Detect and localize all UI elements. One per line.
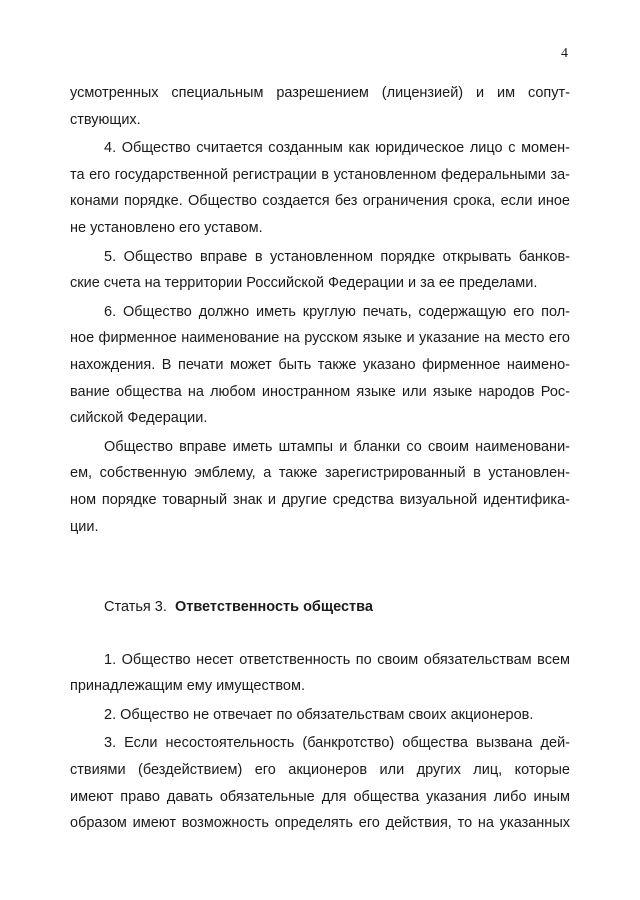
text-line: сийской Федерации. — [70, 410, 208, 427]
text-line: ное фирменное наименование на русском языке и указание на место его — [70, 330, 570, 347]
document-body — [70, 80, 570, 837]
article3-item-1 — [70, 647, 570, 700]
text-line: 3. Если несостоятельность (банкротство) общества вызвана дей- — [104, 735, 570, 752]
text-line: 2. Общество не отвечает по обязательствам своих акционеров. — [104, 706, 534, 723]
text-line: 1. Общество несет ответственность по своим обязательствам всем — [104, 651, 570, 668]
page-number: 4 — [561, 46, 568, 61]
text-line: ном порядке товарный знак и другие средства визуальной идентифика- — [70, 491, 570, 508]
paragraph-continuation — [70, 80, 570, 133]
paragraph-item-4 — [70, 135, 570, 241]
text-line: та его государственной регистрации в установленном федеральными за- — [70, 166, 570, 183]
article3-item-3 — [70, 730, 570, 836]
article-label: Статья 3. — [104, 599, 167, 616]
text-line: усмотренных специальным разрешением (лицензией) и им сопут- — [70, 85, 570, 101]
text-line: 4. Общество считается созданным как юридическое лицо с момен- — [104, 140, 570, 157]
text-line: ствиями (бездействием) его акционеров или других лиц, которые — [70, 762, 570, 779]
text-line: 6. Общество должно иметь круглую печать, содержащую его пол- — [104, 303, 570, 320]
text-line: имеют право давать обязательные для общества указания либо иным — [70, 788, 570, 805]
text-line: не установлено его уставом. — [70, 219, 263, 236]
article3-item-2 — [70, 702, 570, 729]
text-line: 5. Общество вправе в установленном порядке открывать банков- — [104, 248, 570, 265]
text-line: конами порядке. Общество создается без ограничения срока, если иное — [70, 193, 570, 210]
paragraph-item-6 — [70, 299, 570, 432]
text-line: образом имеют возможность определять его действия, то на указанных — [70, 815, 570, 832]
text-line: нахождения. В печати может быть также указано фирменное наимено- — [70, 356, 570, 373]
paragraph-stamps — [70, 434, 570, 540]
text-line: ские счета на территории Российской Федерации и за ее пределами. — [70, 275, 538, 292]
text-line: ции. — [70, 518, 99, 535]
paragraph-item-5 — [70, 244, 570, 297]
article-heading — [70, 594, 570, 621]
text-line: ем, собственную эмблему, а также зарегистрированный в установлен- — [70, 465, 570, 482]
article-title: Ответственность общества — [174, 599, 373, 616]
text-line: принадлежащим ему имуществом. — [70, 678, 305, 695]
text-line: Общество вправе иметь штампы и бланки со своим наименовани- — [104, 438, 570, 455]
text-line: вание общества на любом иностранном языке или языке народов Рос- — [70, 383, 570, 400]
text-line: ствующих. — [70, 111, 141, 128]
